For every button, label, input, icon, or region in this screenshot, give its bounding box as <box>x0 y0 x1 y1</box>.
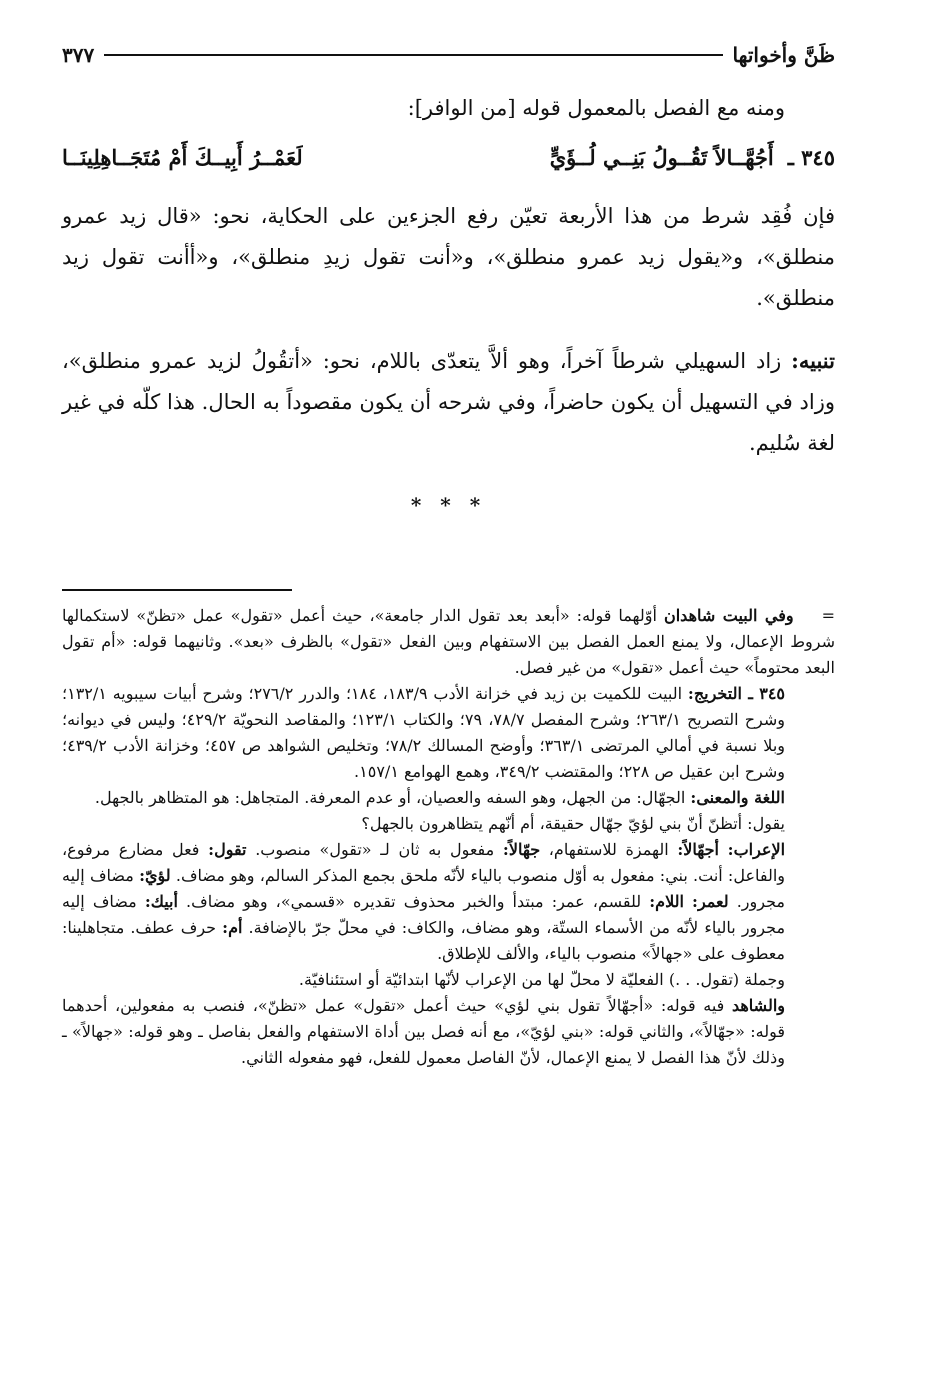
header-rule <box>104 54 722 56</box>
parse-text: حرف عطف. متجاهلينا: معطوف على «جهالاً» منصوب بالياء، والألف للإطلاق. <box>62 918 785 963</box>
footnote-label: والشاهد <box>731 996 785 1015</box>
footnote-text: البيت للكميت بن زيد في خزانة الأدب ١٨٣/٩، ١٨٤؛ والدرر ٢٧٦/٢؛ وشرح أبيات سيبويه ١٣٢/١؛ وشرح التصريح ٢٦٣/١؛ وشرح المفصل ٧٨/٧، ٧٩؛ والكتاب ١٢٣/١؛ والمقاصد النحويّة ٤٢٩/٢؛ وليس في ديوانه؛ وبلا نسبة في أمالي المرتضى ٣٦٣/١؛ وأوضح المسالك ٧٨/٢؛ وتخليص الشواهد ص ٤٥٧؛ وخزانة الأدب ٤٣٩/٢؛ وشرح ابن عقيل ص ٢٢٨؛ والمقتضب ٣٤٩/٢، وهمع الهوامع ١٥٧/١. <box>62 684 786 781</box>
parse-key: أجهّالاً: <box>677 840 719 859</box>
parse-text: فعل مضارع مرفوع، والفاعل: أنت. بني: مفعول به أوّل منصوب بالياء لأنّه ملحق بجمع المذكر السالم، وهو مضاف. <box>62 840 786 885</box>
parse-key: تقول: <box>208 840 247 859</box>
footnote-parsing <box>62 837 835 967</box>
parse-text: مضاف إليه مجرور بالياء لأنّه من الأسماء الستّة، وهو مضاف، والكاف: في محلّ جرّ بالإضافة. <box>62 892 786 937</box>
footnote-label: ٣٤٥ ـ التخريج: <box>687 684 786 703</box>
page-number: ٣٧٧ <box>62 43 95 67</box>
footnote-takhrij <box>62 681 835 785</box>
continuation-marker: = <box>821 606 836 625</box>
main-text <box>62 88 835 526</box>
parse-key: جهّالاً: <box>502 840 541 859</box>
footnote-rule <box>62 589 292 591</box>
parse-key: أبيك: <box>144 892 178 911</box>
footnote-sentence: وجملة (تقول. . .) الفعليّة لا محلّ لها من الإعراب لأنّها ابتدائيّة أو استئنافيّة. <box>298 970 785 989</box>
note-label: تنبيه: <box>791 348 835 373</box>
parse-text: مفعول به ثان لـ «تقول» منصوب. <box>255 840 495 859</box>
page-header <box>62 40 835 70</box>
paragraph-condition: فإن فُقِد شرط من هذا الأربعة تعيّن رفع الجزءين على الحكاية، نحو: «قال زيد عمرو منطلق»، و«يقول زيد عمرو منطلق»، و«أنت تقول زيدِ منطلق»، و«أأنت تقول زيد منطلق». <box>62 204 835 310</box>
footnote-meaning: يقول: أتظنّ أنّ بني لؤيّ جهّال حقيقة، أم أنّهم يتظاهرون بالجهل؟ <box>361 814 785 833</box>
parse-key: أم: <box>222 918 243 937</box>
footnote-evidence <box>62 993 835 1071</box>
parse-text: للقسم، عمر: مبتدأ والخبر محذوف تقديره «قسمي»، وهو مضاف. <box>186 892 642 911</box>
footnote-text: فيه قوله: «أجهّالاً تقول بني لؤي» حيث أعمل «تقول» عمل «تظنّ»، فنصب به مفعولين، أحدهما قوله: «جهّالاً»، والثاني قوله: «بني لؤيّ»، مع أنه فصل بين أداة الاستفهام والفعل بفاصل ـ وهو قوله: «جهالاً» ـ وذلك لأنّ هذا الفصل لا يمنع الإعمال، لأنّ الفاصل معمول للفعل، فهو مفعوله الثاني. <box>62 996 785 1067</box>
running-title: ظَنَّ وأخواتها <box>732 43 835 67</box>
verse-hemistich-1: أَجُهَّــالاً تَقُــولُ بَنِــي لُــؤَيٍّ <box>549 145 774 170</box>
parse-key: لعمر: <box>692 892 729 911</box>
footnote-language <box>62 785 835 811</box>
footnote-continuation <box>62 603 835 681</box>
intro-line: ومنه مع الفصل بالمعمول قوله [من الوافر]: <box>407 96 785 120</box>
verse-number: ٣٤٥ ـ <box>787 145 835 170</box>
footnote-text: أوّلهما قوله: «أبعد بعد تقول الدار جامعة»، حيث أعمل «تقول» عمل «تظنّ» لاستكمالها شروط الإعمال، ولا يمنع العمل الفصل بين الاستفهام وبين الفعل «تقول» بالظرف «بعد». وثانيهما قوله: «أم تقول البعد محتوماً» حيث أعمل «تقول» من غير فصل. <box>62 606 835 677</box>
parse-text: مضاف إليه مجرور. <box>62 866 785 911</box>
paragraph-note <box>62 340 835 464</box>
poem-verse <box>62 137 835 178</box>
parse-text: الهمزة للاستفهام، <box>548 840 669 859</box>
footnotes <box>62 603 835 1071</box>
page <box>62 40 835 1071</box>
parse-key: لؤيّ: <box>139 866 171 885</box>
parse-key: اللام: <box>649 892 684 911</box>
footnote-label: وفي البيت شاهدان <box>663 606 794 625</box>
verse-hemistich-2: لَعَمْــرُ أَبِيــكَ أَمْ مُتَجَــاهِلِينَــا <box>62 145 303 170</box>
footnote-label: الإعراب: <box>727 840 786 859</box>
note-text: زاد السهيلي شرطاً آخراً، وهو ألاَّ يتعدّى باللام، نحو: «أتقُولُ لزيد عمرو منطلق»، وزاد في التسهيل أن يكون حاضراً، وفي شرحه أن يكون مقصوداً به الحال. هذا كلّه في غير لغة سُليم. <box>62 349 835 455</box>
section-divider-stars: * * * <box>410 493 487 517</box>
footnote-label: اللغة والمعنى: <box>690 788 785 807</box>
footnote-text: الجهّال: من الجهل، وهو السفه والعصيان، أو عدم المعرفة. المتجاهل: هو المتظاهر بالجهل. <box>94 788 686 807</box>
